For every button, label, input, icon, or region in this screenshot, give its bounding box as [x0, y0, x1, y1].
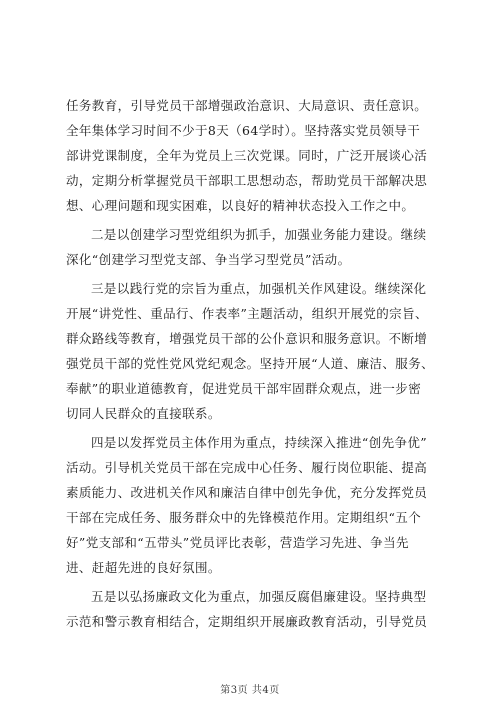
text-line: 部讲党课制度，全年为党员上三次党课。同时，广泛开展谈心活 — [66, 148, 428, 163]
paragraph-4 — [66, 430, 438, 580]
page-number-footer: 第3页 共4页 — [220, 685, 280, 696]
text-line: 四是以发挥党员主体作用为重点，持续深入推进“创先争优” — [91, 435, 428, 450]
text-line: 动，定期分析掌握党员干部职工思想动态，帮助党员干部解决思 — [66, 173, 428, 188]
text-line: 二是以创建学习型党组织为抓手，加强业务能力建设。继续 — [91, 227, 427, 242]
text-line: 三是以践行党的宗旨为重点，加强机关作风建设。继续深化 — [91, 281, 427, 296]
text-line: 好”党支部和“五带头”党员评比表彰，营造学习先进、争当先 — [66, 535, 409, 550]
text-line: 深化“创建学习型党支部、争当学习型党员”活动。 — [66, 252, 351, 267]
paragraph-2 — [66, 222, 438, 272]
paragraph-1 — [66, 93, 438, 218]
document-body — [66, 93, 438, 638]
text-line: 切同人民群众的直接联系。 — [66, 406, 221, 421]
text-line: 群众路线等教育，增强党员干部的公仆意识和服务意识。不断增 — [66, 331, 428, 346]
text-line: 素质能力、改进机关作风和廉洁自律中创先争优，充分发挥党员 — [66, 485, 428, 500]
text-line: 干部在完成任务、服务群众中的先锋模范作用。定期组织“五个 — [66, 510, 422, 525]
text-line: 五是以弘扬廉政文化为重点，加强反腐倡廉建设。坚持典型 — [91, 589, 427, 604]
paragraph-5 — [66, 584, 438, 634]
text-line: 奉献”的职业道德教育，促进党员干部牢固群众观点，进一步密 — [66, 381, 422, 396]
text-line: 想、心理问题和现实困难，以良好的精神状态投入工作之中。 — [66, 198, 415, 213]
text-line: 强党员干部的党性党风党纪观念。坚持开展“人道、廉洁、服务、 — [66, 356, 434, 371]
text-line: 全年集体学习时间不少于8天（64学时）。坚持落实党员领导干 — [66, 123, 421, 138]
text-line: 活动。引导机关党员干部在完成中心任务、履行岗位职能、提高 — [66, 460, 428, 475]
text-line: 任务教育，引导党员干部增强政治意识、大局意识、责任意识。 — [66, 98, 428, 113]
text-line: 开展“讲党性、重品行、作表率”主题活动，组织开展党的宗旨、 — [66, 306, 428, 321]
paragraph-3 — [66, 276, 438, 426]
text-line: 进、赶超先进的良好氛围。 — [66, 560, 221, 575]
text-line: 示范和警示教育相结合，定期组织开展廉政教育活动，引导党员 — [66, 614, 428, 629]
